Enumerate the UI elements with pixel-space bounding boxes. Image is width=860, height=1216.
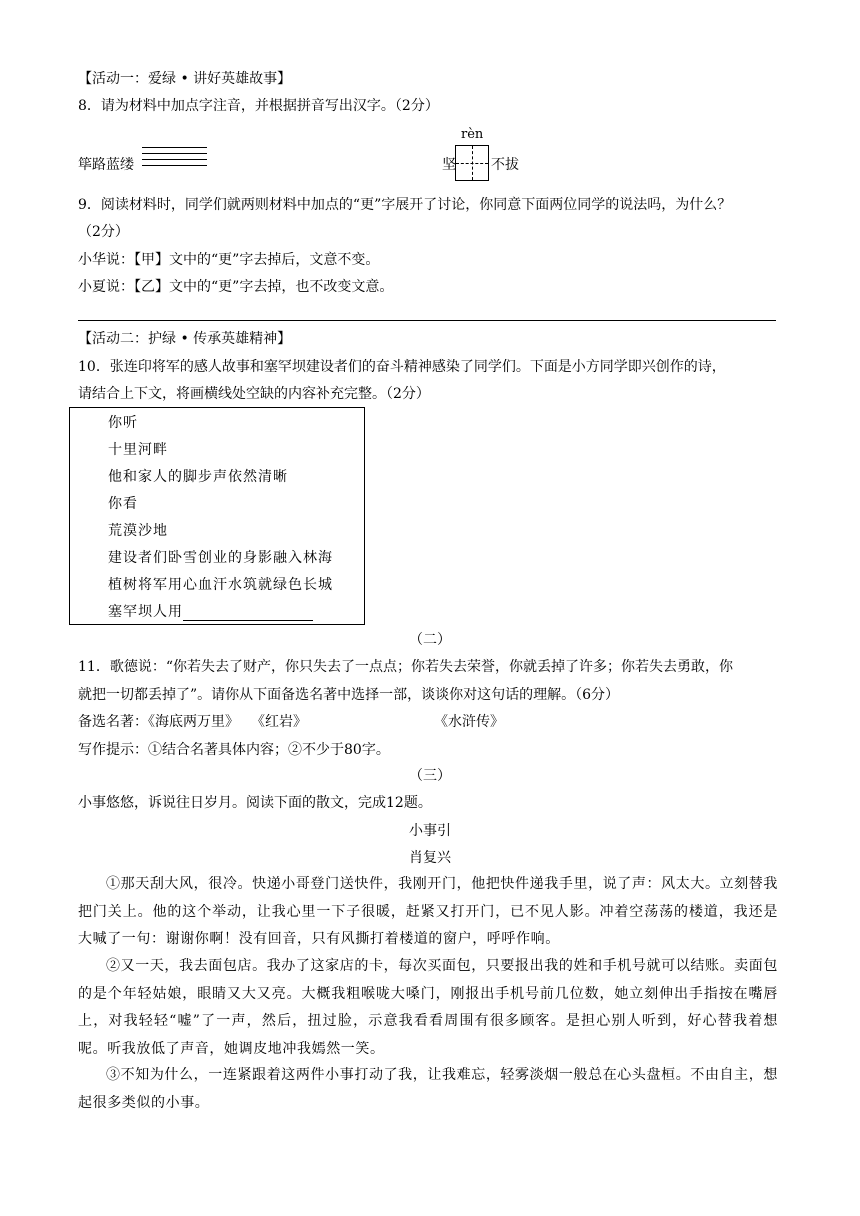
q8-word2-right: 不拔 <box>491 157 519 173</box>
question-10-line1: 10．张连印将军的感人故事和塞罕坝建设者们的奋斗精神感染了同学们。下面是小方同学即兴创作的诗， <box>78 359 726 375</box>
poem-last-line <box>108 603 313 621</box>
section-3-heading: （三） <box>409 768 451 784</box>
option-3: 《水浒传》 <box>434 714 504 730</box>
essay-title: 小事引 <box>409 823 451 839</box>
poem-line: 荒漠沙地 <box>108 523 168 539</box>
section-2-heading: （二） <box>409 632 451 648</box>
q9-xiaohua: 小华说：【甲】文中的“更”字去掉后，文意不变。 <box>78 252 380 268</box>
poem-line: 他和家人的脚步声依然清晰 <box>108 469 288 485</box>
poem-line: 你听 <box>108 415 138 431</box>
tianzige-box[interactable] <box>455 145 489 181</box>
question-9-line2: （2分） <box>78 224 129 240</box>
essay-paragraph-3: ③不知为什么，一连紧跟着这两件小事打动了我，让我难忘，轻雾淡烟一般总在心头盘桓。不由自主，想起很多类似的小事。 <box>78 1067 778 1111</box>
essay-paragraph-2: ②又一天，我去面包店。我办了这家店的卡，每次买面包，只要报出我的姓和手机号就可以结账。卖面包的是个年轻姑娘，眼睛又大又亮。大概我粗喉咙大嗓门，刚报出手机号前几位数，她立刻伸出手指按在嘴唇上，对我轻轻“嘘”了一声，然后，扭过脸，示意我看看周围有很多顾客。是担心别人听到，好心替我着想呢。听我放低了声音，她调皮地冲我嫣然一笑。 <box>78 958 778 1057</box>
essay-author: 肖复兴 <box>409 850 451 866</box>
poem-box <box>69 407 365 625</box>
q8-word1: 筚路蓝缕 <box>78 157 134 173</box>
poem-line: 十里河畔 <box>108 442 168 458</box>
activity2-header: 【活动二：护绿 • 传承英雄精神】 <box>78 331 292 347</box>
poem-line: 植树将军用心血汗水筑就绿色长城 <box>108 577 333 593</box>
answer-divider <box>78 320 776 321</box>
question-8: 8．请为材料中加点字注音，并根据拼音写出汉字。（2分） <box>78 98 439 114</box>
poem-line: 建设者们卧雪创业的身影融入林海 <box>108 550 333 566</box>
question-11-line1: 11．歌德说：“你若失去了财产，你只失去了一点点；你若失去荣誉，你就丢掉了许多；你若失去勇敢，你 <box>78 659 733 675</box>
option-2: 《红岩》 <box>251 714 307 730</box>
question-9-line1: 9．阅读材料时，同学们就两则材料中加点的“更”字展开了讨论，你同意下面两位同学的说法吗，为什么？ <box>78 197 732 213</box>
q8-pinyin: rèn <box>461 127 484 142</box>
q9-xiaoxia: 小夏说：【乙】文中的“更”字去掉，也不改变文意。 <box>78 279 394 295</box>
q8-answer-lines[interactable] <box>142 147 207 171</box>
options-label: 备选名著： <box>78 714 148 730</box>
poem-line: 你看 <box>108 496 138 512</box>
section-3-intro: 小事悠悠，诉说往日岁月。阅读下面的散文，完成12题。 <box>78 795 432 811</box>
option-1: 《海底两万里》 <box>148 714 239 730</box>
q11-hint: 写作提示：①结合名著具体内容；②不少于80字。 <box>78 742 390 758</box>
question-10-line2: 请结合上下文，将画横线处空缺的内容补充完整。（2分） <box>78 386 430 402</box>
poem-answer-blank[interactable] <box>183 606 313 621</box>
essay-paragraph-1: ①那天刮大风，很冷。快递小哥登门送快件，我刚开门，他把快件递我手里，说了声：风太大。立刻替我把门关上。他的这个举动，让我心里一下子很暖，赶紧又打开门，已不见人影。冲着空荡荡的楼道，我还是大喊了一句：谢谢你啊！没有回音，只有风撕打着楼道的窗户，呼呼作响。 <box>78 876 778 947</box>
q8-word2-left: 坚 <box>442 157 456 173</box>
q11-options <box>78 713 307 731</box>
activity1-header: 【活动一：爱绿 • 讲好英雄故事】 <box>78 71 292 87</box>
poem-last-prefix: 塞罕坝人用 <box>108 604 183 620</box>
question-11-line2: 就把一切都丢掉了”。请你从下面备选名著中选择一部，谈谈你对这句话的理解。（6分） <box>78 687 620 703</box>
